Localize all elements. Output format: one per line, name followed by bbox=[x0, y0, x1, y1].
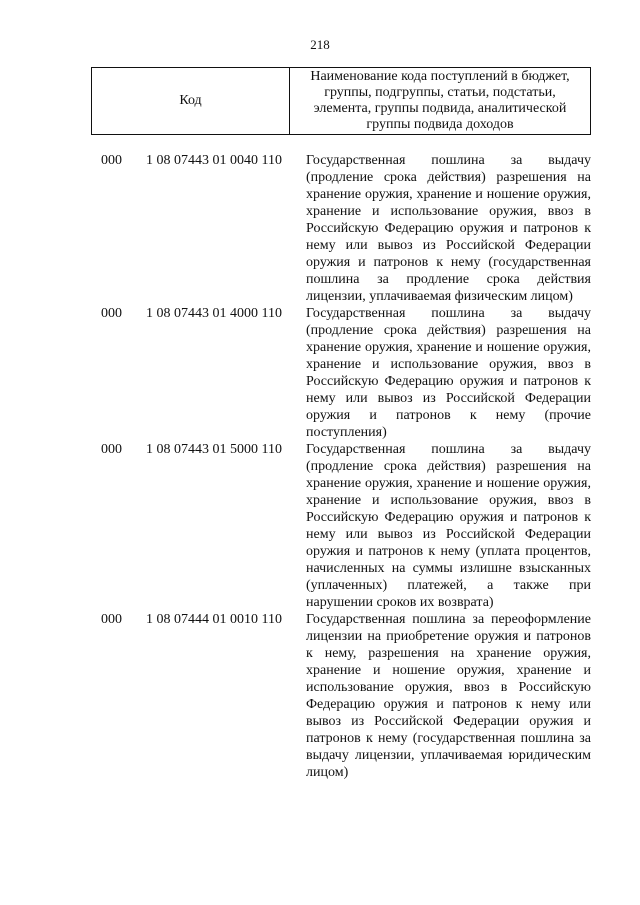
row-revenue-name: Государственная пошлина за выдачу (продление срока действия) разрешения на хранение оружия, хранение и ношение оружия, хранение и использование оружия, ввоз в Российскую Федерацию оружия и патронов к нему или вывоз из Российской Федерации оружия и патронов к нему (государственная пошлина за продление срока действия лицензии, уплачиваемая физическим лицом) bbox=[306, 153, 591, 304]
row-revenue-name: Государственная пошлина за выдачу (продление срока действия) разрешения на хранение оружия, хранение и ношение оружия, хранение и использование оружия, ввоз в Российскую Федерацию оружия и патронов к нему или вывоз из Российской Федерации оружия и патронов к нему (прочие поступления) bbox=[306, 306, 591, 440]
row-revenue-code: 1 08 07443 01 5000 110 bbox=[146, 442, 282, 457]
row-admin-code: 000 bbox=[101, 153, 122, 168]
table-row bbox=[91, 152, 591, 305]
row-revenue-code: 1 08 07444 01 0010 110 bbox=[146, 612, 282, 627]
row-revenue-code: 1 08 07443 01 4000 110 bbox=[146, 306, 282, 321]
table-row bbox=[91, 305, 591, 441]
row-revenue-name: Государственная пошлина за выдачу (продление срока действия) разрешения на хранение оружия, хранение и ношение оружия, хранение и использование оружия, ввоз в Российскую Федерацию оружия и патронов к нему или вывоз из Российской Федерации оружия и патронов к нему (уплата процентов, начисленных на суммы излишне взысканных (уплаченных) платежей, а также при нарушении сроков их возврата) bbox=[306, 442, 591, 610]
row-admin-code: 000 bbox=[101, 612, 122, 627]
row-revenue-name: Государственная пошлина за переоформление лицензии на приобретение оружия и патронов к нему, разрешения на хранение оружия, хранение и ношение оружия, хранение и использование оружия, ввоз в Российскую Федерацию оружия и патронов к нему или вывоз из Российской Федерации оружия и патронов к нему (государственная пошлина за выдачу лицензии, уплачиваемая юридическим лицом) bbox=[306, 612, 591, 780]
table-header bbox=[91, 67, 591, 135]
header-name-label: Наименование кода поступлений в бюджет, группы, подгруппы, статьи, подстатьи, элемента, группы подвида, аналитической группы подвида доходов bbox=[310, 69, 570, 132]
header-code-label: Код bbox=[92, 68, 290, 134]
table-row bbox=[91, 441, 591, 611]
table-row bbox=[91, 611, 591, 781]
row-admin-code: 000 bbox=[101, 442, 122, 457]
row-revenue-code: 1 08 07443 01 0040 110 bbox=[146, 153, 282, 168]
table-body bbox=[91, 152, 591, 781]
page-number: 218 bbox=[310, 37, 330, 52]
row-admin-code: 000 bbox=[101, 306, 122, 321]
